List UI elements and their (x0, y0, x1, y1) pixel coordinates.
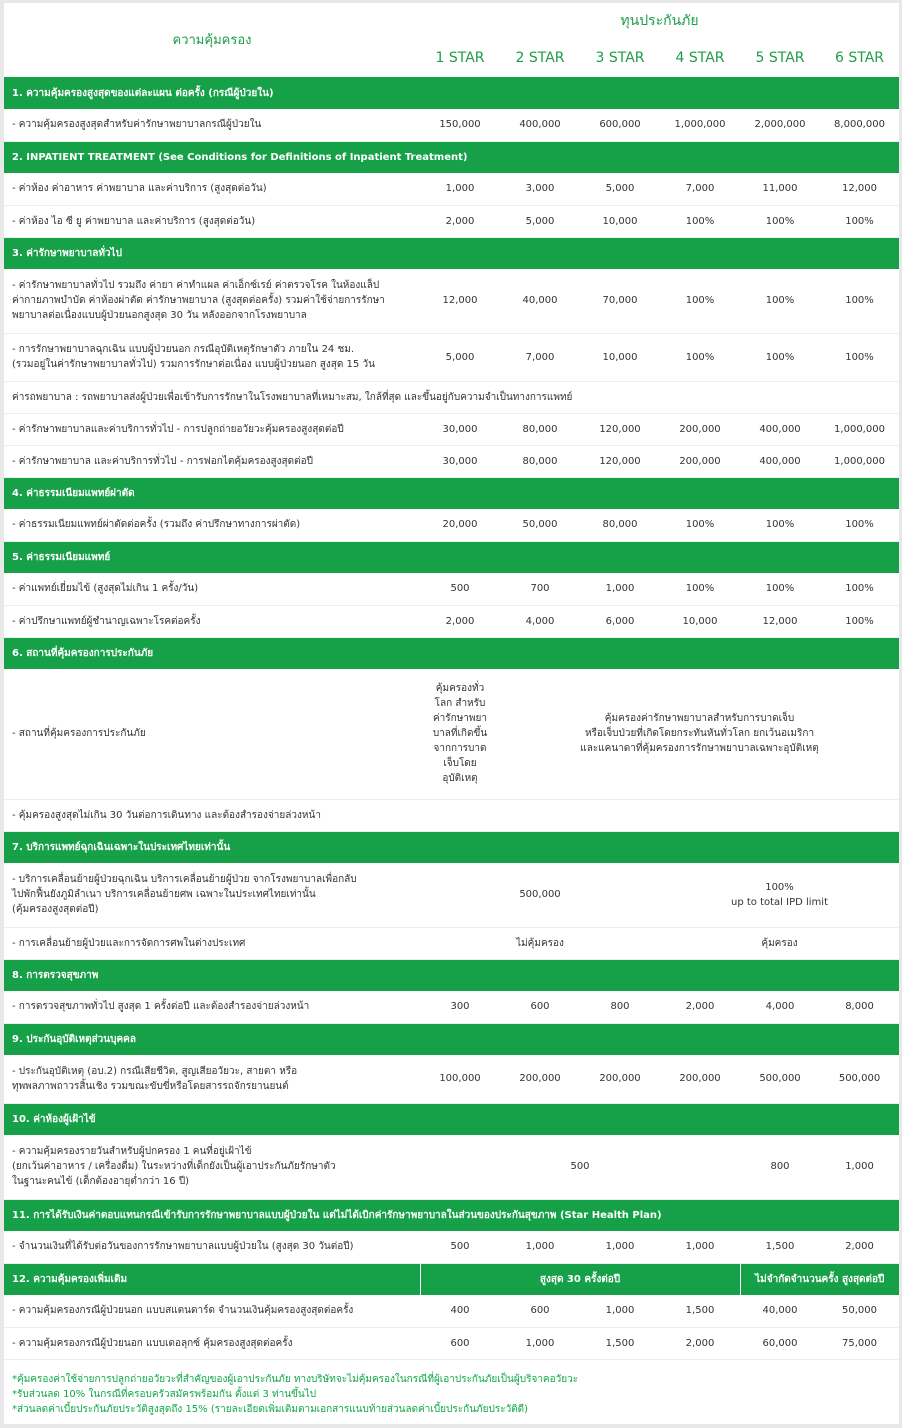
row-label: - ความคุ้มครองกรณีผู้ป่วยนอก แบบสแตนดาร์ด จำนวนเงินคุ้มครองสูงสุดต่อครั้ง (4, 1295, 420, 1327)
table-row (4, 445, 899, 477)
value-cell: 500 (420, 573, 500, 605)
table-row (4, 381, 899, 413)
section-12-title: 12. ความคุ้มครองเพิ่มเติม (4, 1263, 420, 1295)
value-cell: 7,000 (500, 333, 580, 381)
value-cell: 10,000 (660, 605, 740, 637)
value-cell: 1,500 (740, 1231, 820, 1263)
value-cell: 40,000 (500, 269, 580, 333)
section-6-title: 6. สถานที่คุ้มครองการประกันภัย (4, 637, 899, 669)
row-label: - การรักษาพยาบาลฉุกเฉิน แบบผู้ป่วยนอก กรณีอุบัติเหตุรักษาตัว ภายใน 24 ชม. (รวมอยู่ในค่ารักษาพยาบาลทั่วไป) รวมการรักษาต่อเนื่อง แบบผู้ป่วยนอก สูงสุด 15 วัน (4, 333, 420, 381)
section-2-title: 2. INPATIENT TREATMENT (See Conditions for Definitions of Inpatient Treatment) (4, 141, 899, 173)
coverage-table (4, 3, 899, 1360)
value-cell: 200,000 (660, 413, 740, 445)
value-cell: 12,000 (420, 269, 500, 333)
value-cell: 100% (660, 573, 740, 605)
value-cell: 120,000 (580, 413, 660, 445)
value-cell: 10,000 (580, 333, 660, 381)
ambulance-note: ค่ารถพยาบาล : รถพยาบาลส่งผู้ป่วยเพื่อเข้ารับการรักษาในโรงพยาบาลที่เหมาะสม, ใกล้ที่สุด และขึ้นอยู่กับความจำเป็นทางการแพทย์ (4, 381, 899, 413)
value-cell: 1,000,000 (660, 109, 740, 141)
value-cell: 1,000 (580, 1295, 660, 1327)
value-cell: 10,000 (580, 205, 660, 237)
value-cell: 50,000 (820, 1295, 899, 1327)
value-cell: 80,000 (580, 509, 660, 541)
value-cell: 1,500 (660, 1295, 740, 1327)
row-label: - ค่าห้อง ค่าอาหาร ค่าพยาบาล และค่าบริการ (สูงสุดต่อวัน) (4, 173, 420, 205)
value-cell: 11,000 (740, 173, 820, 205)
value-cell: 1,000,000 (820, 445, 899, 477)
value-cell: 100% up to total IPD limit (660, 863, 899, 927)
value-cell: 30,000 (420, 445, 500, 477)
section-3-title: 3. ค่ารักษาพยาบาลทั่วไป (4, 237, 899, 269)
coverage-page (4, 3, 899, 1424)
value-cell: 12,000 (820, 173, 899, 205)
section-12-head-left: สูงสุด 30 ครั้งต่อปี (420, 1263, 740, 1295)
table-row (4, 269, 899, 333)
value-cell: 1,000 (660, 1231, 740, 1263)
value-cell: 3,000 (500, 173, 580, 205)
value-cell: 80,000 (500, 445, 580, 477)
value-cell: 100% (820, 333, 899, 381)
table-row (4, 1327, 899, 1359)
value-cell: 100% (660, 509, 740, 541)
value-cell: 500,000 (820, 1055, 899, 1103)
row-label: - การตรวจสุขภาพทั่วไป สูงสุด 1 ครั้งต่อปี และต้องสำรองจ่ายล่วงหน้า (4, 991, 420, 1023)
value-cell: 8,000,000 (820, 109, 899, 141)
value-cell: 80,000 (500, 413, 580, 445)
value-cell: 2,000 (660, 991, 740, 1023)
value-cell: 100% (820, 509, 899, 541)
row-label: - ค่าปรึกษาแพทย์ผู้ชำนาญเฉพาะโรคต่อครั้ง (4, 605, 420, 637)
value-cell: 70,000 (580, 269, 660, 333)
value-cell: 8,000 (820, 991, 899, 1023)
value-cell: 7,000 (660, 173, 740, 205)
value-cell: 600,000 (580, 109, 660, 141)
worldwide-coverage-cell: คุ้มครองค่ารักษาพยาบาลสำหรับการบาดเจ็บ หรือเจ็บป่วยที่เกิดโดยกระทันหันทั่วโลก ยกเว้นอเมริกา และแคนาดาที่คุ้มครองการรักษาพยาบาลเฉพาะอุบัติเหตุ (500, 669, 899, 799)
value-cell: 500,000 (740, 1055, 820, 1103)
row-label: - ความคุ้มครองรายวันสำหรับผู้ปกครอง 1 คนที่อยู่เฝ้าไข้ (ยกเว้นค่าอาหาร / เครื่องดื่ม) ในระหว่างที่เด็กยังเป็นผู้เอาประกันภัยรักษาตัว ในฐานะคนไข้ (เด็กต้องอายุต่ำกว่า 16 ปี) (4, 1135, 420, 1199)
row-label: - การเคลื่อนย้ายผู้ป่วยและการจัดการศพในต่างประเทศ (4, 927, 420, 959)
table-row (4, 605, 899, 637)
value-cell: 75,000 (820, 1327, 899, 1359)
value-cell: 12,000 (740, 605, 820, 637)
tier-4-star: 4 STAR (675, 49, 725, 66)
value-cell: 1,500 (580, 1327, 660, 1359)
value-cell: 1,000 (580, 573, 660, 605)
value-cell: 50,000 (500, 509, 580, 541)
table-row (4, 991, 899, 1023)
section-4-title: 4. ค่าธรรมเนียมแพทย์ผ่าตัด (4, 477, 899, 509)
section-10-title: 10. ค่าห้องผู้เฝ้าไข้ (4, 1103, 899, 1135)
value-cell: 300 (420, 991, 500, 1023)
value-cell: 200,000 (660, 445, 740, 477)
value-cell: 5,000 (580, 173, 660, 205)
table-row (4, 205, 899, 237)
value-cell: 800 (580, 991, 660, 1023)
table-row (4, 109, 899, 141)
table-row (4, 509, 899, 541)
value-cell: 600 (500, 991, 580, 1023)
coverage-heading: ความคุ้มครอง (172, 32, 252, 48)
value-cell: คุ้มครอง (660, 927, 899, 959)
value-cell: 100,000 (420, 1055, 500, 1103)
value-cell: 600 (420, 1327, 500, 1359)
value-cell: 100% (740, 509, 820, 541)
value-cell: 400,000 (500, 109, 580, 141)
value-cell: 60,000 (740, 1327, 820, 1359)
row-label: - ความคุ้มครองกรณีผู้ป่วยนอก แบบเดอลุกซ์ คุ้มครองสูงสุดต่อครั้ง (4, 1327, 420, 1359)
value-cell: 700 (500, 573, 580, 605)
value-cell: 4,000 (740, 991, 820, 1023)
tier-5-star: 5 STAR (755, 49, 805, 66)
value-cell: 400 (420, 1295, 500, 1327)
travel-note: - คุ้มครองสูงสุดไม่เกิน 30 วันต่อการเดินทาง และต้องสำรองจ่ายล่วงหน้า (4, 799, 899, 831)
table-row (4, 573, 899, 605)
tier-1-star: 1 STAR (435, 49, 485, 66)
value-cell: 100% (740, 573, 820, 605)
value-cell: 100% (820, 269, 899, 333)
value-cell: 800 (740, 1135, 820, 1199)
table-row (4, 1055, 899, 1103)
value-cell: 100% (820, 205, 899, 237)
value-cell: 500 (420, 1135, 740, 1199)
table-row (4, 1135, 899, 1199)
tier-6-star: 6 STAR (835, 49, 885, 66)
section-1-title: 1. ความคุ้มครองสูงสุดของแต่ละแผน ต่อครั้ง (กรณีผู้ป่วยใน) (4, 77, 899, 109)
value-cell: 100% (820, 605, 899, 637)
value-cell: 2,000 (420, 205, 500, 237)
value-cell: 600 (500, 1295, 580, 1327)
table-row (4, 863, 899, 927)
footnote-no-claim-discount: *ส่วนลดค่าเบี้ยประกันภัยประวัติสูงสุดถึง 15% (รายละเอียดเพิ่มเติมตามเอกสารแนบท้ายส่วนลดค่าเบี้ยประกันภัยประวัติดี) (12, 1403, 529, 1415)
value-cell: 2,000,000 (740, 109, 820, 141)
value-cell: 1,000 (500, 1327, 580, 1359)
value-cell: 500,000 (420, 863, 660, 927)
value-cell: 500 (420, 1231, 500, 1263)
section-12-head-right: ไม่จำกัดจำนวนครั้ง สูงสุดต่อปี (740, 1263, 899, 1295)
section-9-title: 9. ประกันอุบัติเหตุส่วนบุคคล (4, 1023, 899, 1055)
row-label: - ค่าธรรมเนียมแพทย์ผ่าตัดต่อครั้ง (รวมถึง ค่าปรึกษาทางการผ่าตัด) (4, 509, 420, 541)
value-cell: 6,000 (580, 605, 660, 637)
row-label: - จำนวนเงินที่ได้รับต่อวันของการรักษาพยาบาลแบบผู้ป่วยใน (สูงสุด 30 วันต่อปี) (4, 1231, 420, 1263)
worldwide-accident-cell: คุ้มครองทั่ว โลก สำหรับ ค่ารักษาพยา บาลที่เกิดขึ้น จากการบาด เจ็บโดย อุบัติเหตุ (420, 669, 500, 799)
value-cell: 100% (740, 269, 820, 333)
value-cell: 1,000 (420, 173, 500, 205)
value-cell: 200,000 (580, 1055, 660, 1103)
table-row (4, 413, 899, 445)
value-cell: 200,000 (660, 1055, 740, 1103)
value-cell: 5,000 (500, 205, 580, 237)
value-cell: 2,000 (660, 1327, 740, 1359)
section-11-title: 11. การได้รับเงินค่าตอบแทนกรณีเข้ารับการรักษาพยาบาลแบบผู้ป่วยใน แต่ไม่ได้เบิกค่ารักษาพยาบาลในส่วนของประกันสุขภาพ (Star Health Plan) (4, 1199, 899, 1231)
value-cell: 4,000 (500, 605, 580, 637)
value-cell: 5,000 (420, 333, 500, 381)
value-cell: 100% (820, 573, 899, 605)
value-cell: 1,000 (580, 1231, 660, 1263)
footnote-transplant: *คุ้มครองค่าใช้จ่ายการปลูกถ่ายอวัยวะที่สำคัญของผู้เอาประกันภัย ทางบริษัทจะไม่คุ้มครองในกรณีที่ผู้เอาประกันภัยเป็นผู้บริจาคอวัยวะ (12, 1373, 579, 1385)
row-label: - ค่าห้อง ไอ ซี ยู ค่าพยาบาล และค่าบริการ (สูงสุดต่อวัน) (4, 205, 420, 237)
section-7-title: 7. บริการแพทย์ฉุกเฉินเฉพาะในประเทศไทยเท่านั้น (4, 831, 899, 863)
value-cell: 40,000 (740, 1295, 820, 1327)
footnote-family-discount: *รับส่วนลด 10% ในกรณีที่ครอบครัวสมัครพร้อมกัน ตั้งแต่ 3 ท่านขึ้นไป (12, 1388, 317, 1400)
row-label: - ประกันอุบัติเหตุ (อบ.2) กรณีเสียชีวิต, สูญเสียอวัยวะ, สายตา หรือ ทุพพลภาพถาวรสิ้นเชิง รวมขณะขับขี่หรือโดยสารรถจักรยานยนต์ (4, 1055, 420, 1103)
value-cell: 100% (660, 333, 740, 381)
value-cell: 100% (660, 205, 740, 237)
value-cell: 1,000 (500, 1231, 580, 1263)
table-row (4, 1231, 899, 1263)
section-5-title: 5. ค่าธรรมเนียมแพทย์ (4, 541, 899, 573)
tier-2-star: 2 STAR (515, 49, 565, 66)
table-row (4, 669, 899, 799)
value-cell: 2,000 (820, 1231, 899, 1263)
footnotes (4, 1360, 899, 1417)
sum-insured-heading: ทุนประกันภัย (620, 12, 699, 29)
value-cell: ไม่คุ้มครอง (420, 927, 660, 959)
value-cell: 20,000 (420, 509, 500, 541)
value-cell: 30,000 (420, 413, 500, 445)
table-row (4, 1295, 899, 1327)
table-row (4, 173, 899, 205)
value-cell: 400,000 (740, 413, 820, 445)
row-label: - ความคุ้มครองสูงสุดสำหรับค่ารักษาพยาบาลกรณีผู้ป่วยใน (4, 109, 420, 141)
row-label: - ค่ารักษาพยาบาลทั่วไป รวมถึง ค่ายา ค่าทำแผล ค่าเอ็กซ์เรย์ ค่าตรวจโรค ในห้องแล็ป ค่ากายภาพบำบัด ค่าห้องผ่าตัด ค่ารักษาพยาบาล (สูงสุดต่อครั้ง) รวมค่าใช้จ่ายการรักษา พยาบาลต่อเนื่องแบบผู้ป่วยนอกสูงสุด 30 วัน หลังออกจากโรงพยาบาล (4, 269, 420, 333)
value-cell: 120,000 (580, 445, 660, 477)
section-8-title: 8. การตรวจสุขภาพ (4, 959, 899, 991)
value-cell: 1,000 (820, 1135, 899, 1199)
value-cell: 100% (740, 333, 820, 381)
value-cell: 150,000 (420, 109, 500, 141)
value-cell: 2,000 (420, 605, 500, 637)
row-label: - ค่ารักษาพยาบาลและค่าบริการทั่วไป - การปลูกถ่ายอวัยวะคุ้มครองสูงสุดต่อปี (4, 413, 420, 445)
value-cell: 100% (740, 205, 820, 237)
row-label: - บริการเคลื่อนย้ายผู้ป่วยฉุกเฉิน บริการเคลื่อนย้ายผู้ป่วย จากโรงพยาบาลเพื่อกลับ ไปพักฟื้นยังภูมิลำเนา บริการเคลื่อนย้ายศพ เฉพาะในประเทศไทยเท่านั้น (คุ้มครองสูงสุดต่อปี) (4, 863, 420, 927)
table-row (4, 333, 899, 381)
value-cell: 1,000,000 (820, 413, 899, 445)
tier-3-star: 3 STAR (595, 49, 645, 66)
value-cell: 400,000 (740, 445, 820, 477)
row-label: - ค่าแพทย์เยี่ยมไข้ (สูงสุดไม่เกิน 1 ครั้ง/วัน) (4, 573, 420, 605)
row-label: - สถานที่คุ้มครองการประกันภัย (4, 669, 420, 799)
value-cell: 100% (660, 269, 740, 333)
table-row (4, 799, 899, 831)
row-label: - ค่ารักษาพยาบาล และค่าบริการทั่วไป - การฟอกไตคุ้มครองสูงสุดต่อปี (4, 445, 420, 477)
table-row (4, 927, 899, 959)
value-cell: 200,000 (500, 1055, 580, 1103)
